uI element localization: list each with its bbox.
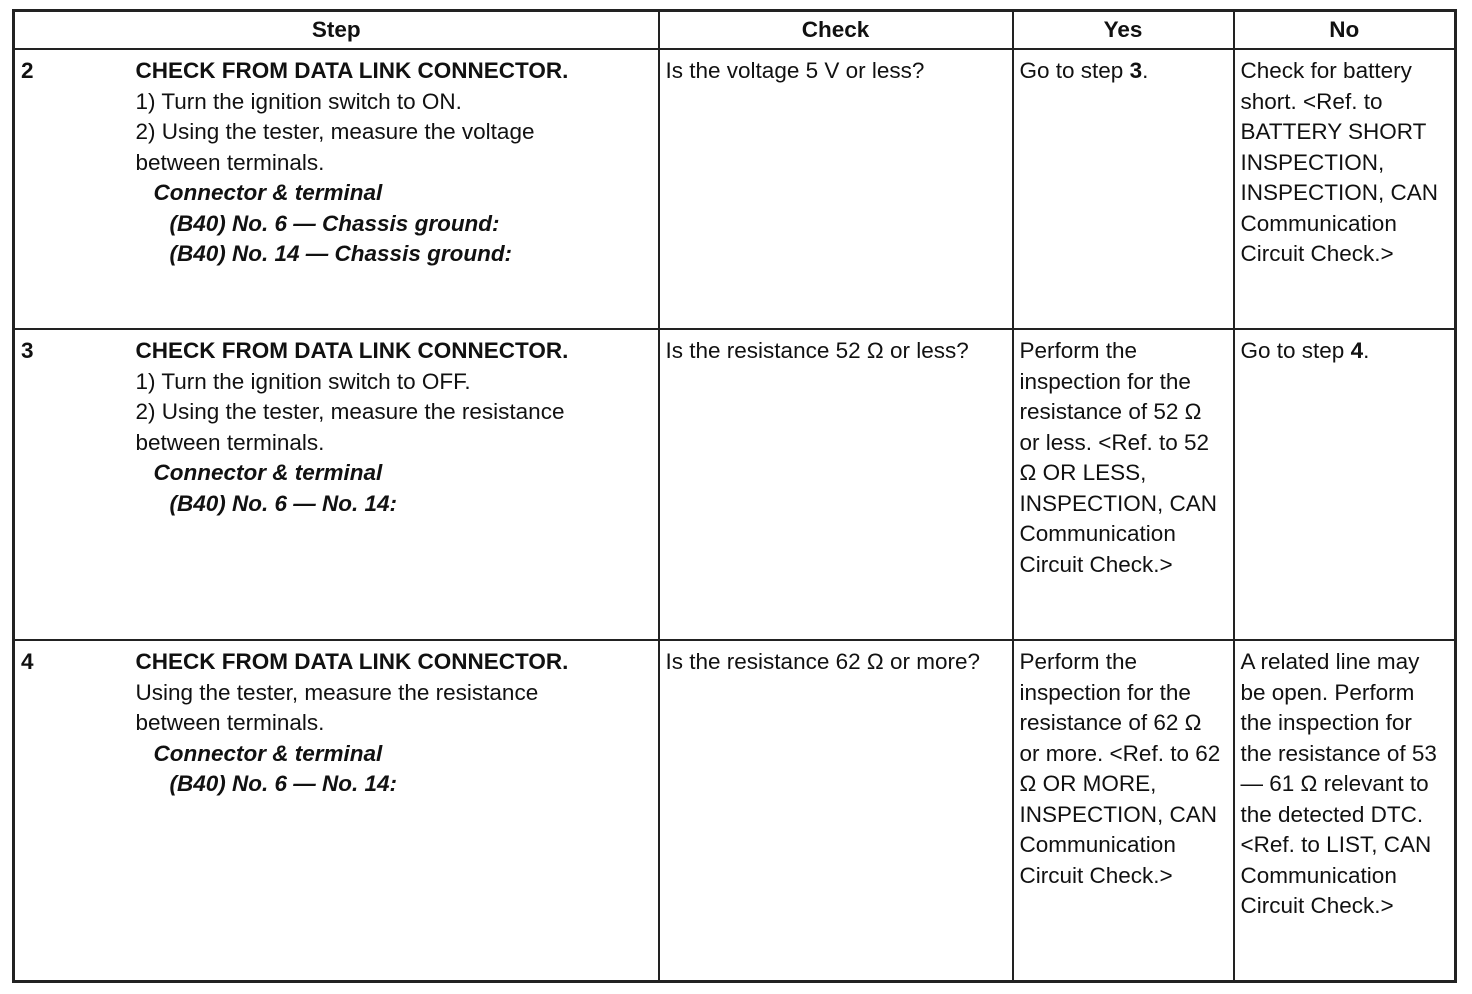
yes-text: Perform the inspection for the resistance of 62 Ω or more. <Ref. to 62 Ω OR MORE, INSPECTION, CAN Communication Circuit Check.> xyxy=(1019,649,1221,888)
step-instruction: between terminals. xyxy=(135,149,325,175)
no-text: Go to step xyxy=(1240,338,1351,364)
diagnostic-table xyxy=(12,9,1457,983)
step-title: CHECK FROM DATA LINK CONNECTOR. xyxy=(135,58,569,83)
check-question: Is the resistance 52 Ω or less? xyxy=(665,338,969,364)
yes-text: Perform the inspection for the resistance of 52 Ω or less. <Ref. to 52 Ω OR LESS, INSPECTION, CAN Communication Circuit Check.> xyxy=(1019,338,1218,577)
check-cell xyxy=(659,329,1013,640)
step-instruction: Using the tester, measure the resistance xyxy=(135,679,539,705)
yes-header: Yes xyxy=(1013,11,1234,50)
yes-cell xyxy=(1013,329,1234,640)
yes-cell xyxy=(1013,49,1234,329)
table-row xyxy=(14,640,1456,981)
step-header: Step xyxy=(14,11,659,50)
table-row xyxy=(14,49,1456,329)
table-row xyxy=(14,329,1456,640)
no-cell xyxy=(1234,49,1456,329)
connector-terminal-label: Connector & terminal xyxy=(153,460,383,486)
step-number: 3 xyxy=(14,329,136,640)
no-suffix: . xyxy=(1363,338,1370,364)
no-header: No xyxy=(1234,11,1456,50)
step-instruction: between terminals. xyxy=(135,710,325,736)
yes-cell xyxy=(1013,640,1234,981)
step-title: CHECK FROM DATA LINK CONNECTOR. xyxy=(135,649,569,675)
step-description xyxy=(136,640,659,981)
check-cell xyxy=(659,640,1013,981)
header-row xyxy=(14,11,1456,50)
check-question: Is the resistance 62 Ω or more? xyxy=(665,649,980,675)
terminal-spec: (B40) No. 6 — No. 14: xyxy=(169,490,398,516)
yes-step-ref: 3 xyxy=(1129,58,1143,83)
step-instruction: 1) Turn the ignition switch to ON. xyxy=(135,88,462,114)
step-number: 2 xyxy=(14,49,136,329)
no-cell xyxy=(1234,640,1456,981)
step-instruction: 2) Using the tester, measure the voltage xyxy=(135,119,535,144)
step-number: 4 xyxy=(14,640,136,981)
step-description xyxy=(136,329,659,640)
step-title: CHECK FROM DATA LINK CONNECTOR. xyxy=(135,338,569,364)
step-instruction: 2) Using the tester, measure the resistance xyxy=(135,399,565,425)
no-text: Check for battery short. <Ref. to BATTERY SHORT INSPECTION, INSPECTION, CAN Communication Circuit Check.> xyxy=(1240,58,1439,266)
check-header: Check xyxy=(659,11,1013,50)
step-instruction: 1) Turn the ignition switch to OFF. xyxy=(135,368,471,394)
step-description xyxy=(136,49,659,329)
connector-terminal-label: Connector & terminal xyxy=(153,740,383,766)
yes-suffix: . xyxy=(1142,58,1149,83)
no-text: A related line may be open. Perform the inspection for the resistance of 53 — 61 Ω relevant to the detected DTC. <Ref. to LIST, CAN Communication Circuit Check.> xyxy=(1240,649,1437,919)
check-cell xyxy=(659,49,1013,329)
terminal-spec: (B40) No. 6 — Chassis ground: xyxy=(169,210,500,236)
check-question: Is the voltage 5 V or less? xyxy=(665,58,925,83)
connector-terminal-label: Connector & terminal xyxy=(153,180,383,205)
no-step-ref: 4 xyxy=(1350,338,1364,364)
step-instruction: between terminals. xyxy=(135,429,325,455)
terminal-spec: (B40) No. 6 — No. 14: xyxy=(169,771,398,797)
yes-text: Go to step xyxy=(1019,58,1130,83)
no-cell xyxy=(1234,329,1456,640)
terminal-spec: (B40) No. 14 — Chassis ground: xyxy=(169,241,513,266)
